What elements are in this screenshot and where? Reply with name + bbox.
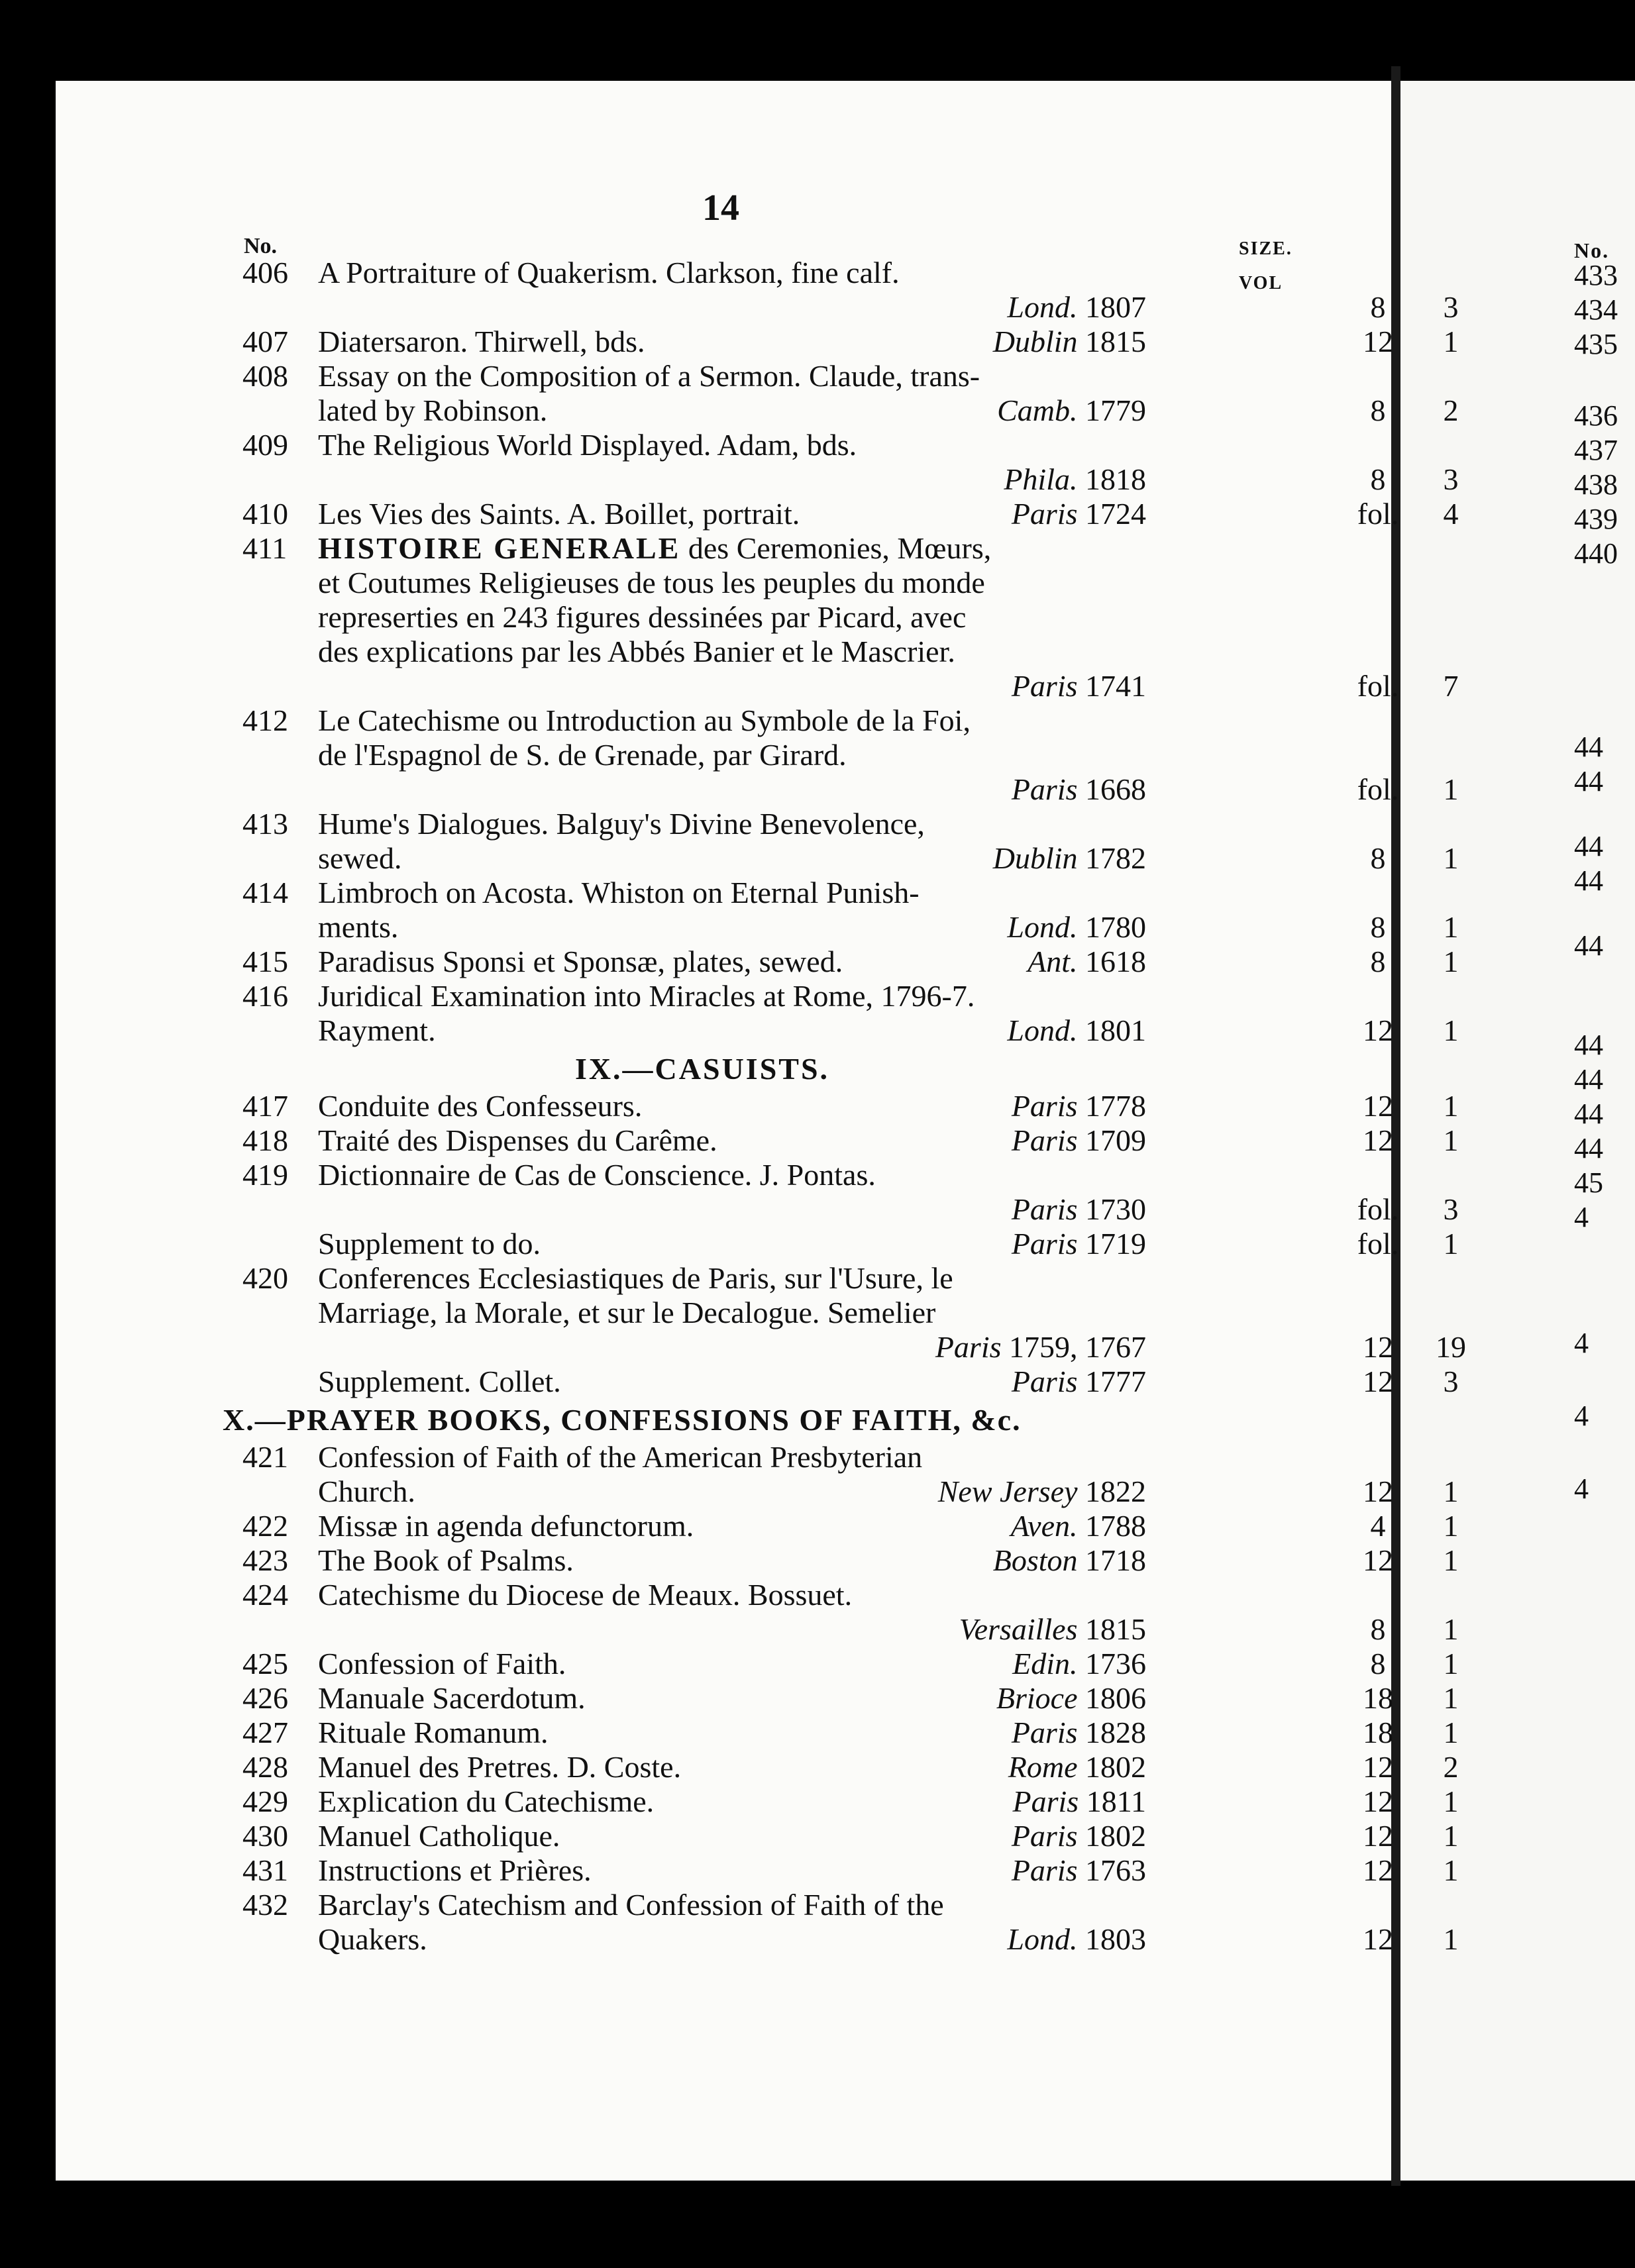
entry-number: 425 bbox=[242, 1647, 288, 1680]
imprint-line bbox=[318, 1922, 1459, 1957]
imprint-line bbox=[318, 1227, 1459, 1261]
imprint-line bbox=[318, 1192, 1459, 1227]
catalog-entry bbox=[179, 1227, 1459, 1261]
facing-page-number: 439 bbox=[1574, 503, 1618, 535]
entry-title-line: ments. bbox=[318, 910, 399, 944]
imprint-place: Paris bbox=[1011, 1716, 1078, 1749]
imprint-place: Phila. bbox=[1004, 462, 1078, 496]
imprint-line bbox=[318, 1784, 1459, 1819]
imprint bbox=[1013, 1784, 1146, 1819]
volume-count: 2 bbox=[1443, 393, 1459, 427]
entry-title-line: Conferences Ecclesiastiques de Paris, sur l'Usure, le bbox=[318, 1261, 953, 1295]
imprint-year: 1782 bbox=[1085, 841, 1146, 875]
size-value: 8 bbox=[1370, 841, 1386, 875]
volume-count: 1 bbox=[1443, 1123, 1459, 1157]
entry-title-line: Limbroch on Acosta. Whiston on Eternal Punish- bbox=[318, 876, 920, 909]
imprint-line bbox=[318, 669, 1459, 703]
size-value: fol. bbox=[1357, 1227, 1399, 1261]
size-value: 12 bbox=[1363, 1819, 1393, 1853]
entry-title-line: Rayment. bbox=[318, 1013, 436, 1047]
imprint-place: Versailles bbox=[959, 1612, 1078, 1646]
imprint bbox=[1007, 1922, 1146, 1957]
imprint-year: 1668 bbox=[1085, 772, 1146, 806]
imprint-year: 1815 bbox=[1085, 325, 1146, 358]
catalog-listing bbox=[179, 174, 1466, 1957]
catalog-entry bbox=[179, 1123, 1459, 1158]
entry-title-line: Explication du Catechisme. bbox=[318, 1784, 655, 1818]
facing-page-number: 4 bbox=[1574, 1201, 1589, 1233]
imprint-year: 1828 bbox=[1085, 1716, 1146, 1749]
imprint-year: 1741 bbox=[1085, 669, 1146, 703]
entry-number: 427 bbox=[242, 1716, 288, 1749]
imprint-year: 1718 bbox=[1085, 1543, 1146, 1577]
imprint bbox=[993, 841, 1146, 876]
section-heading: IX.—CASUISTS. bbox=[574, 1052, 830, 1086]
entry-number: 415 bbox=[242, 945, 288, 978]
imprint bbox=[1007, 1013, 1146, 1048]
entry-title-line: Essay on the Composition of a Sermon. Claude, trans- bbox=[318, 359, 980, 393]
volume-count: 4 bbox=[1443, 497, 1459, 531]
volume-count: 2 bbox=[1443, 1750, 1459, 1784]
entry-title-line: Conduite des Confesseurs. bbox=[318, 1089, 643, 1123]
volume-count: 1 bbox=[1443, 910, 1459, 944]
imprint-place: Paris bbox=[1011, 1819, 1078, 1853]
entry-title-line: HISTOIRE GENERALE des Ceremonies, Mœurs, bbox=[318, 531, 992, 565]
facing-page-number: 44 bbox=[1574, 1132, 1603, 1164]
size-value: 8 bbox=[1370, 290, 1386, 324]
imprint-place: Paris bbox=[1012, 1784, 1079, 1818]
imprint-place: Paris bbox=[935, 1330, 1002, 1364]
imprint bbox=[1012, 669, 1146, 703]
volume-count: 1 bbox=[1443, 325, 1459, 358]
size-value: 12 bbox=[1363, 1013, 1393, 1047]
imprint-line bbox=[318, 772, 1459, 807]
entry-title-line: Marriage, la Morale, et sur le Decalogue. Semelier bbox=[318, 1296, 936, 1329]
volume-count: 1 bbox=[1443, 1784, 1459, 1818]
size-value: 12 bbox=[1363, 1853, 1393, 1887]
imprint-line bbox=[318, 1612, 1459, 1647]
imprint-line bbox=[318, 1750, 1459, 1784]
entry-title-line: Juridical Examination into Miracles at Rome, 1796-7. bbox=[318, 979, 975, 1013]
imprint-year: 1709 bbox=[1085, 1123, 1146, 1157]
facing-page-number: 44 bbox=[1574, 1098, 1603, 1130]
entry-number: 424 bbox=[242, 1578, 288, 1612]
imprint-line bbox=[318, 1543, 1459, 1578]
catalog-entry bbox=[179, 1509, 1459, 1543]
imprint-place: Dublin bbox=[992, 325, 1078, 358]
catalog-entry bbox=[179, 1365, 1459, 1399]
entry-title-line: Manuale Sacerdotum. bbox=[318, 1681, 586, 1715]
imprint bbox=[1012, 497, 1146, 531]
imprint-place: Paris bbox=[1011, 772, 1078, 806]
imprint-place: Paris bbox=[1011, 1192, 1078, 1226]
volume-count: 1 bbox=[1443, 1819, 1459, 1853]
imprint bbox=[1012, 1853, 1146, 1888]
imprint bbox=[993, 1543, 1146, 1578]
facing-page-number: 434 bbox=[1574, 293, 1618, 326]
imprint-place: Brioce bbox=[996, 1681, 1078, 1715]
imprint bbox=[938, 1474, 1146, 1509]
size-value: 8 bbox=[1370, 462, 1386, 496]
catalog-entry bbox=[179, 1261, 1466, 1365]
imprint-year: 1803 bbox=[1085, 1922, 1146, 1956]
facing-page-number: 44 bbox=[1574, 929, 1603, 962]
imprint-place: Aven. bbox=[1010, 1509, 1078, 1543]
size-value: 12 bbox=[1363, 1750, 1393, 1784]
imprint-year: 1618 bbox=[1085, 945, 1146, 978]
catalog-entry bbox=[179, 1853, 1459, 1888]
imprint-year: 1788 bbox=[1085, 1509, 1146, 1543]
imprint-place: Paris bbox=[1011, 1365, 1078, 1398]
facing-page-number: 44 bbox=[1574, 1029, 1603, 1061]
catalog-entry bbox=[179, 1543, 1459, 1578]
entry-title-line: Paradisus Sponsi et Sponsæ, plates, sewed. bbox=[318, 945, 843, 978]
size-value: fol. bbox=[1357, 772, 1399, 806]
entry-title-line: lated by Robinson. bbox=[318, 393, 548, 427]
catalog-entry bbox=[179, 1089, 1459, 1123]
catalog-entry bbox=[179, 1440, 1459, 1509]
volume-count: 1 bbox=[1443, 1853, 1459, 1887]
entry-title-line: de l'Espagnol de S. de Grenade, par Girard. bbox=[318, 738, 847, 772]
entry-title-line: Le Catechisme ou Introduction au Symbole de la Foi, bbox=[318, 703, 971, 737]
entry-number: 408 bbox=[242, 359, 288, 393]
imprint-place: Ant. bbox=[1028, 945, 1078, 978]
entry-title-line: Les Vies des Saints. A. Boillet, portrait. bbox=[318, 497, 800, 531]
volume-count: 1 bbox=[1443, 772, 1459, 806]
imprint-line bbox=[318, 1365, 1459, 1399]
size-value: 8 bbox=[1370, 393, 1386, 427]
facing-page-number: 44 bbox=[1574, 731, 1603, 763]
catalog-entry bbox=[179, 1888, 1459, 1957]
imprint-line bbox=[318, 1013, 1459, 1048]
entry-title-line: sewed. bbox=[318, 841, 402, 875]
size-value: 12 bbox=[1363, 1365, 1393, 1398]
imprint bbox=[1012, 1123, 1146, 1158]
facing-page-number: 44 bbox=[1574, 864, 1603, 897]
facing-page-number: 45 bbox=[1574, 1166, 1603, 1199]
facing-page-number: 437 bbox=[1574, 434, 1618, 466]
imprint-year: 1736 bbox=[1085, 1647, 1146, 1680]
facing-page-number: 438 bbox=[1574, 468, 1618, 501]
entry-title-line: Catechisme du Diocese de Meaux. Bossuet. bbox=[318, 1578, 853, 1612]
catalog-entry bbox=[179, 1578, 1459, 1647]
imprint-line bbox=[318, 1089, 1459, 1123]
entry-title-line: Barclay's Catechism and Confession of Faith of the bbox=[318, 1888, 944, 1922]
volume-count: 1 bbox=[1443, 1089, 1459, 1123]
imprint-place: Dublin bbox=[992, 841, 1078, 875]
imprint bbox=[997, 393, 1146, 428]
imprint-year: 1763 bbox=[1085, 1853, 1146, 1887]
imprint-year: 1815 bbox=[1085, 1612, 1146, 1646]
catalog-entry bbox=[179, 1681, 1459, 1716]
imprint-line bbox=[318, 393, 1459, 428]
imprint-year: 1807 bbox=[1085, 290, 1146, 324]
imprint-line bbox=[318, 945, 1459, 979]
catalog-entry bbox=[179, 1750, 1459, 1784]
imprint-year: 1780 bbox=[1085, 910, 1146, 944]
imprint-place: Boston bbox=[992, 1543, 1078, 1577]
volume-count: 19 bbox=[1436, 1330, 1466, 1364]
entry-title-line: represerties en 243 figures dessinées par Picard, avec bbox=[318, 600, 967, 634]
size-value: fol. bbox=[1357, 497, 1399, 531]
size-value: 8 bbox=[1370, 1647, 1386, 1680]
imprint bbox=[1012, 1192, 1146, 1227]
volume-count: 3 bbox=[1443, 462, 1459, 496]
catalog-entry bbox=[179, 428, 1459, 497]
imprint-year: 1719 bbox=[1085, 1227, 1146, 1261]
entry-number: 431 bbox=[242, 1853, 288, 1887]
imprint bbox=[1012, 1819, 1146, 1853]
entry-title-caps: HISTOIRE GENERALE bbox=[318, 531, 681, 565]
entry-title-line: A Portraiture of Quakerism. Clarkson, fine calf. bbox=[318, 256, 900, 289]
volume-count: 1 bbox=[1443, 1647, 1459, 1680]
imprint-line bbox=[318, 1819, 1459, 1853]
catalog-entry bbox=[179, 1158, 1459, 1227]
size-value: 12 bbox=[1363, 325, 1393, 358]
entry-title-line: Confession of Faith. bbox=[318, 1647, 566, 1680]
entry-title-line: Supplement to do. bbox=[318, 1227, 541, 1261]
imprint bbox=[996, 1681, 1146, 1716]
entry-number: 430 bbox=[242, 1819, 288, 1853]
imprint bbox=[1028, 945, 1146, 979]
entry-number: 416 bbox=[242, 979, 288, 1013]
imprint-year: 1802 bbox=[1085, 1750, 1146, 1784]
entry-number: 409 bbox=[242, 428, 288, 462]
catalog-entry bbox=[179, 979, 1459, 1048]
volume-count: 3 bbox=[1443, 1365, 1459, 1398]
imprint-year: 1724 bbox=[1085, 497, 1146, 531]
entry-title-line: Diatersaron. Thirwell, bds. bbox=[318, 325, 645, 358]
volume-count: 1 bbox=[1443, 1681, 1459, 1715]
catalog-entry bbox=[179, 1784, 1459, 1819]
entry-title-line: Church. bbox=[318, 1474, 415, 1508]
facing-page-number: 435 bbox=[1574, 328, 1618, 360]
imprint bbox=[1004, 462, 1146, 497]
imprint-place: Paris bbox=[1011, 669, 1078, 703]
entry-title-line: et Coutumes Religieuses de tous les peuples du monde bbox=[318, 566, 985, 599]
entry-title-line: Rituale Romanum. bbox=[318, 1716, 549, 1749]
size-value: 12 bbox=[1363, 1474, 1393, 1508]
imprint-place: Camb. bbox=[997, 393, 1078, 427]
imprint bbox=[935, 1330, 1146, 1365]
imprint-line bbox=[318, 1509, 1459, 1543]
volume-count: 1 bbox=[1443, 1612, 1459, 1646]
entry-number: 426 bbox=[242, 1681, 288, 1715]
catalog-entry bbox=[179, 876, 1459, 945]
catalog-entry bbox=[179, 1819, 1459, 1853]
facing-page-number: 44 bbox=[1574, 830, 1603, 862]
entry-number: 412 bbox=[242, 703, 288, 737]
entry-number: 428 bbox=[242, 1750, 288, 1784]
imprint-place: Paris bbox=[1011, 497, 1078, 531]
imprint bbox=[1012, 1647, 1146, 1681]
entry-number: 419 bbox=[242, 1158, 288, 1192]
size-value: 8 bbox=[1370, 945, 1386, 978]
imprint-line bbox=[318, 1123, 1459, 1158]
size-value: 12 bbox=[1363, 1784, 1393, 1818]
imprint bbox=[1007, 290, 1146, 325]
entry-title-line: Manuel des Pretres. D. Coste. bbox=[318, 1750, 682, 1784]
volume-count: 1 bbox=[1443, 1013, 1459, 1047]
imprint bbox=[1011, 1509, 1146, 1543]
imprint-line bbox=[318, 910, 1459, 945]
size-value: 8 bbox=[1370, 1612, 1386, 1646]
facing-page-number: 44 bbox=[1574, 1063, 1603, 1096]
entry-number: 411 bbox=[242, 531, 288, 565]
size-value: 12 bbox=[1363, 1330, 1393, 1364]
imprint-year: 1801 bbox=[1085, 1013, 1146, 1047]
imprint-year: 1759, 1767 bbox=[1009, 1330, 1146, 1364]
entry-number: 429 bbox=[242, 1784, 288, 1818]
imprint-line bbox=[318, 462, 1459, 497]
number-column-header: No. bbox=[244, 234, 278, 258]
imprint-place: New Jersey bbox=[937, 1474, 1078, 1508]
size-value: fol. bbox=[1357, 1192, 1399, 1226]
facing-page-number: 44 bbox=[1574, 765, 1603, 798]
imprint-line bbox=[318, 1474, 1459, 1509]
imprint bbox=[959, 1612, 1146, 1647]
imprint-line bbox=[318, 325, 1459, 359]
imprint-place: Lond. bbox=[1007, 1922, 1078, 1956]
size-value: 12 bbox=[1363, 1922, 1393, 1956]
entry-number: 418 bbox=[242, 1123, 288, 1157]
imprint-line bbox=[318, 841, 1459, 876]
imprint-year: 1779 bbox=[1085, 393, 1146, 427]
size-value: fol. bbox=[1357, 669, 1399, 703]
imprint bbox=[1012, 1365, 1146, 1399]
entry-number: 432 bbox=[242, 1888, 288, 1922]
catalog-entry bbox=[179, 807, 1459, 876]
imprint-year: 1806 bbox=[1085, 1681, 1146, 1715]
imprint-year: 1811 bbox=[1086, 1784, 1146, 1818]
size-value: 12 bbox=[1363, 1089, 1393, 1123]
facing-page-header: No. bbox=[1574, 238, 1610, 262]
volume-count: 1 bbox=[1443, 841, 1459, 875]
imprint bbox=[1012, 1227, 1146, 1261]
catalog-entry bbox=[179, 359, 1459, 428]
imprint-place: Rome bbox=[1008, 1750, 1078, 1784]
size-value: 18 bbox=[1363, 1716, 1393, 1749]
entry-number: 420 bbox=[242, 1261, 288, 1295]
entry-number: 422 bbox=[242, 1509, 288, 1543]
volume-count: 1 bbox=[1443, 1543, 1459, 1577]
size-value: 8 bbox=[1370, 910, 1386, 944]
imprint-line bbox=[318, 1330, 1466, 1365]
entry-title-line: Traité des Dispenses du Carême. bbox=[318, 1123, 717, 1157]
size-vol-column-header: SIZE. VOL bbox=[1239, 238, 1292, 293]
facing-page-number: 4 bbox=[1574, 1327, 1589, 1359]
imprint-year: 1822 bbox=[1085, 1474, 1146, 1508]
volume-count: 3 bbox=[1443, 290, 1459, 324]
entry-number: 410 bbox=[242, 497, 288, 531]
imprint-year: 1778 bbox=[1085, 1089, 1146, 1123]
catalog-entry bbox=[179, 531, 1459, 703]
imprint bbox=[1012, 1716, 1146, 1750]
volume-count: 1 bbox=[1443, 1922, 1459, 1956]
size-value: 18 bbox=[1363, 1681, 1393, 1715]
imprint-line bbox=[318, 1716, 1459, 1750]
catalog-entry bbox=[179, 497, 1459, 531]
volume-count: 1 bbox=[1443, 1716, 1459, 1749]
entry-number: 406 bbox=[242, 256, 288, 289]
imprint bbox=[993, 325, 1146, 359]
imprint-place: Paris bbox=[1011, 1853, 1078, 1887]
catalog-entry bbox=[179, 703, 1459, 807]
facing-page-number: 440 bbox=[1574, 537, 1618, 570]
entry-number: 413 bbox=[242, 807, 288, 841]
entry-number: 417 bbox=[242, 1089, 288, 1123]
facing-page-number: 4 bbox=[1574, 1472, 1589, 1505]
section-heading: X.—PRAYER BOOKS, CONFESSIONS OF FAITH, &c. bbox=[223, 1403, 1022, 1437]
imprint-line bbox=[318, 1647, 1459, 1681]
imprint-year: 1802 bbox=[1085, 1819, 1146, 1853]
imprint-place: Paris bbox=[1011, 1227, 1078, 1261]
imprint-place: Lond. bbox=[1007, 910, 1078, 944]
size-value: 12 bbox=[1363, 1123, 1393, 1157]
entry-title-line: Quakers. bbox=[318, 1922, 427, 1956]
imprint-line bbox=[318, 1853, 1459, 1888]
catalog-entry bbox=[179, 1716, 1459, 1750]
entry-title-line: Manuel Catholique. bbox=[318, 1819, 560, 1853]
catalog-entry bbox=[179, 325, 1459, 359]
volume-count: 1 bbox=[1443, 1509, 1459, 1543]
volume-count: 7 bbox=[1443, 669, 1459, 703]
entry-title-line: Missæ in agenda defunctorum. bbox=[318, 1509, 694, 1543]
imprint-line bbox=[318, 290, 1459, 325]
imprint bbox=[1008, 1750, 1146, 1784]
size-value: 4 bbox=[1370, 1509, 1386, 1543]
imprint-line bbox=[318, 1681, 1459, 1716]
entry-title-line: Hume's Dialogues. Balguy's Divine Benevolence, bbox=[318, 807, 925, 841]
entry-title-line: The Religious World Displayed. Adam, bds. bbox=[318, 428, 857, 462]
catalog-entry bbox=[179, 1647, 1459, 1681]
entry-title-line: The Book of Psalms. bbox=[318, 1543, 574, 1577]
imprint-place: Lond. bbox=[1007, 1013, 1078, 1047]
imprint bbox=[1007, 910, 1146, 945]
facing-page-number: 433 bbox=[1574, 259, 1618, 291]
size-value: 12 bbox=[1363, 1543, 1393, 1577]
facing-page-number: 436 bbox=[1574, 399, 1618, 432]
catalog-entry bbox=[179, 945, 1459, 979]
imprint-place: Edin. bbox=[1012, 1647, 1078, 1680]
imprint bbox=[1012, 772, 1146, 807]
imprint-place: Paris bbox=[1011, 1089, 1078, 1123]
entry-title-line: des explications par les Abbés Banier et le Mascrier. bbox=[318, 635, 955, 668]
imprint-place: Paris bbox=[1011, 1123, 1078, 1157]
entry-title-line: Confession of Faith of the American Presbyterian bbox=[318, 1440, 923, 1474]
imprint-year: 1818 bbox=[1085, 462, 1146, 496]
volume-count: 3 bbox=[1443, 1192, 1459, 1226]
entry-title-line: Instructions et Prières. bbox=[318, 1853, 592, 1887]
imprint bbox=[1012, 1089, 1146, 1123]
entry-number: 414 bbox=[242, 876, 288, 909]
page-number: 14 bbox=[702, 187, 739, 229]
entry-title-line: Supplement. Collet. bbox=[318, 1365, 561, 1398]
imprint-year: 1777 bbox=[1085, 1365, 1146, 1398]
volume-count: 1 bbox=[1443, 945, 1459, 978]
entry-number: 407 bbox=[242, 325, 288, 358]
entry-number: 421 bbox=[242, 1440, 288, 1474]
entry-title-line: Dictionnaire de Cas de Conscience. J. Pontas. bbox=[318, 1158, 876, 1192]
imprint-place: Lond. bbox=[1007, 290, 1078, 324]
volume-count: 1 bbox=[1443, 1474, 1459, 1508]
imprint-year: 1730 bbox=[1085, 1192, 1146, 1226]
facing-page-number: 4 bbox=[1574, 1400, 1589, 1432]
imprint-line bbox=[318, 497, 1459, 531]
entry-number: 423 bbox=[242, 1543, 288, 1577]
volume-count: 1 bbox=[1443, 1227, 1459, 1261]
